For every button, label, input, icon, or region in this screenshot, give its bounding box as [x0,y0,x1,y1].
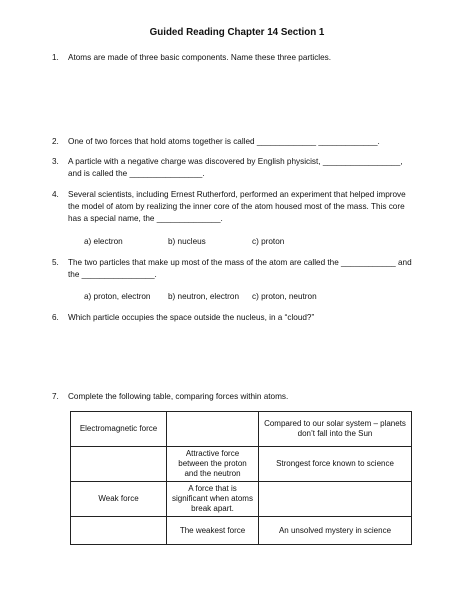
table-cell: Attractive force between the proton and the neutron [167,447,259,482]
option-a: a) proton, electron [84,292,151,301]
question-number: 4. [52,190,59,199]
table-cell: Strongest force known to science [259,447,412,482]
question-6 [52,312,416,324]
option-b: b) nucleus [168,237,206,246]
question-1 [52,52,416,64]
question-text: Complete the following table, comparing forces within atoms. [68,392,289,401]
question-text: Atoms are made of three basic components. Name these three particles. [68,53,332,62]
question-number: 3. [52,157,59,166]
table-row [71,447,412,482]
table-cell: Compared to our solar system – planets don’t fall into the Sun [259,412,412,447]
table-cell [71,447,167,482]
question-number: 6. [52,313,59,322]
question-number: 7. [52,392,59,401]
forces-table [70,411,412,545]
question-number: 2. [52,137,59,146]
question-text: Several scientists, including Ernest Rutherford, performed an experiment that helped improve the model of atom by realizing the inner core of the atom housed most of the mass. This core has a special name, the ______________. [68,190,406,223]
table-row [71,482,412,517]
question-text: A particle with a negative charge was discovered by English physicist, _________________, and is called the ________________. [68,157,403,178]
table-cell: An unsolved mystery in science [259,517,412,545]
question-text: One of two forces that hold atoms together is called _____________ _____________. [68,137,380,146]
option-c: c) proton, neutron [252,292,317,301]
option-a: a) electron [84,237,123,246]
question-4-options [84,236,284,248]
table-cell: The weakest force [167,517,259,545]
question-number: 1. [52,53,59,62]
question-4 [52,189,416,225]
option-c: c) proton [252,237,285,246]
option-b: b) neutron, electron [168,292,240,301]
table-cell: A force that is significant when atoms break apart. [167,482,259,517]
table-cell: Electromagnetic force [71,412,167,447]
table-cell [259,482,412,517]
page-title: Guided Reading Chapter 14 Section 1 [149,27,325,38]
question-number: 5. [52,258,59,267]
table-cell [167,412,259,447]
question-5-options [84,291,317,303]
question-text: The two particles that make up most of the mass of the atom are called the ____________ and the ________________. [68,258,412,279]
question-7 [52,391,416,403]
question-2 [52,136,416,148]
question-3 [52,156,416,180]
table-row [71,517,412,545]
table-row [71,412,412,447]
table-cell [71,517,167,545]
question-text: Which particle occupies the space outside the nucleus, in a “cloud?” [68,313,315,322]
question-5 [52,257,416,281]
table-cell: Weak force [71,482,167,517]
